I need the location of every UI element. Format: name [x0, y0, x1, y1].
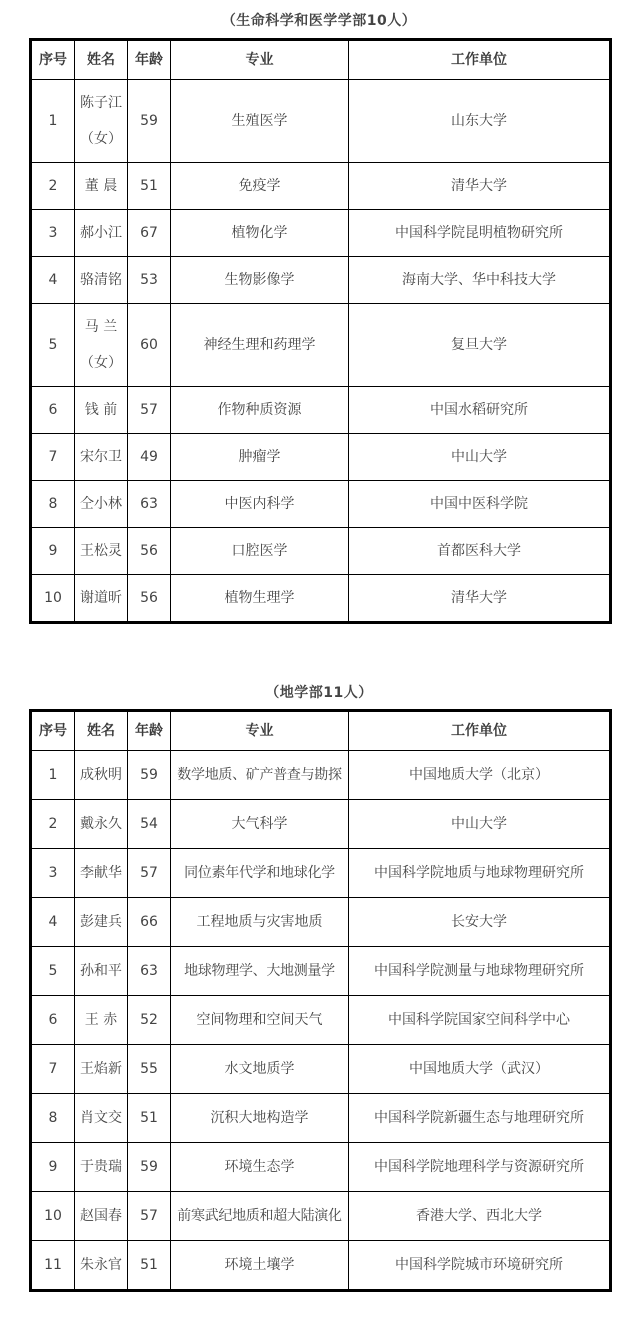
- section-title-life-sciences: （生命科学和医学学部10人）: [221, 13, 417, 29]
- cell-name: 宋尔卫: [75, 434, 128, 481]
- cell-age: 59: [128, 751, 171, 800]
- cell-name: 孙和平: [75, 947, 128, 996]
- cell-no: 8: [31, 481, 75, 528]
- cell-no: 9: [31, 528, 75, 575]
- table-header-row: [31, 711, 611, 751]
- cell-no: 8: [31, 1094, 75, 1143]
- cell-age: 60: [128, 304, 171, 387]
- cell-age: 54: [128, 800, 171, 849]
- table-row: [31, 800, 611, 849]
- cell-major: 环境土壤学: [171, 1241, 349, 1291]
- header-unit: 工作单位: [349, 711, 611, 751]
- cell-no: 5: [31, 947, 75, 996]
- cell-name: [75, 80, 128, 163]
- table-row: [31, 304, 611, 387]
- cell-unit: 中国科学院地质与地球物理研究所: [349, 849, 611, 898]
- table-row: [31, 1241, 611, 1291]
- cell-unit: 中国科学院新疆生态与地理研究所: [349, 1094, 611, 1143]
- cell-unit: 长安大学: [349, 898, 611, 947]
- cell-unit: 中国科学院国家空间科学中心: [349, 996, 611, 1045]
- table-row: [31, 1192, 611, 1241]
- cell-no: 11: [31, 1241, 75, 1291]
- table-row: [31, 257, 611, 304]
- cell-major: 地球物理学、大地测量学: [171, 947, 349, 996]
- header-no: 序号: [31, 711, 75, 751]
- cell-unit: 复旦大学: [349, 304, 611, 387]
- cell-no: 1: [31, 751, 75, 800]
- cell-name: 肖文交: [75, 1094, 128, 1143]
- cell-major: 植物化学: [171, 210, 349, 257]
- cell-unit: 香港大学、西北大学: [349, 1192, 611, 1241]
- table-row: [31, 751, 611, 800]
- name-text: 马 兰: [84, 319, 118, 335]
- cell-name: 王 赤: [75, 996, 128, 1045]
- cell-unit: 中国水稻研究所: [349, 387, 611, 434]
- cell-unit: 中山大学: [349, 434, 611, 481]
- cell-name: 赵国春: [75, 1192, 128, 1241]
- cell-age: 63: [128, 481, 171, 528]
- cell-no: 10: [31, 1192, 75, 1241]
- cell-major: 中医内科学: [171, 481, 349, 528]
- cell-name: 仝小林: [75, 481, 128, 528]
- cell-age: 56: [128, 575, 171, 623]
- life-sciences-table: [29, 38, 612, 624]
- cell-major: 生物影像学: [171, 257, 349, 304]
- cell-unit: 中山大学: [349, 800, 611, 849]
- cell-name: 于贵瑞: [75, 1143, 128, 1192]
- gender-note: （女）: [80, 131, 122, 147]
- cell-no: 2: [31, 163, 75, 210]
- cell-major: 作物种质资源: [171, 387, 349, 434]
- cell-unit: 清华大学: [349, 163, 611, 210]
- cell-name: 谢道昕: [75, 575, 128, 623]
- cell-name: 李献华: [75, 849, 128, 898]
- table-row: [31, 947, 611, 996]
- table-row: [31, 80, 611, 163]
- cell-major: 神经生理和药理学: [171, 304, 349, 387]
- cell-age: 52: [128, 996, 171, 1045]
- cell-age: 63: [128, 947, 171, 996]
- cell-major: 环境生态学: [171, 1143, 349, 1192]
- cell-name: 彭建兵: [75, 898, 128, 947]
- cell-unit: 中国中医科学院: [349, 481, 611, 528]
- cell-name: 郝小江: [75, 210, 128, 257]
- cell-major: 工程地质与灾害地质: [171, 898, 349, 947]
- cell-unit: 中国地质大学（武汉）: [349, 1045, 611, 1094]
- cell-name: 成秋明: [75, 751, 128, 800]
- cell-age: 49: [128, 434, 171, 481]
- cell-major: 水文地质学: [171, 1045, 349, 1094]
- cell-name: 朱永官: [75, 1241, 128, 1291]
- header-name: 姓名: [75, 40, 128, 80]
- cell-major: 同位素年代学和地球化学: [171, 849, 349, 898]
- cell-major: 口腔医学: [171, 528, 349, 575]
- cell-no: 3: [31, 849, 75, 898]
- cell-age: 57: [128, 849, 171, 898]
- cell-age: 51: [128, 163, 171, 210]
- cell-unit: 中国科学院地理科学与资源研究所: [349, 1143, 611, 1192]
- header-name: 姓名: [75, 711, 128, 751]
- header-major: 专业: [171, 711, 349, 751]
- table-row: [31, 898, 611, 947]
- cell-age: 57: [128, 1192, 171, 1241]
- cell-no: 2: [31, 800, 75, 849]
- cell-age: 59: [128, 1143, 171, 1192]
- cell-unit: 中国科学院城市环境研究所: [349, 1241, 611, 1291]
- name-text: 陈子江: [80, 95, 122, 111]
- section-title-earth-sciences: （地学部11人）: [265, 685, 373, 701]
- cell-name: 王松灵: [75, 528, 128, 575]
- cell-major: 空间物理和空间天气: [171, 996, 349, 1045]
- table-row: [31, 163, 611, 210]
- cell-name: 戴永久: [75, 800, 128, 849]
- cell-major: 沉积大地构造学: [171, 1094, 349, 1143]
- cell-age: 51: [128, 1094, 171, 1143]
- header-major: 专业: [171, 40, 349, 80]
- cell-major: 大气科学: [171, 800, 349, 849]
- cell-unit: 海南大学、华中科技大学: [349, 257, 611, 304]
- cell-no: 3: [31, 210, 75, 257]
- cell-name: 董 晨: [75, 163, 128, 210]
- cell-age: 53: [128, 257, 171, 304]
- cell-age: 56: [128, 528, 171, 575]
- table-row: [31, 528, 611, 575]
- table-header-row: [31, 40, 611, 80]
- cell-no: 5: [31, 304, 75, 387]
- cell-major: 数学地质、矿产普查与勘探: [171, 751, 349, 800]
- gender-note: （女）: [80, 355, 122, 371]
- cell-unit: 首都医科大学: [349, 528, 611, 575]
- cell-no: 6: [31, 387, 75, 434]
- cell-no: 6: [31, 996, 75, 1045]
- cell-age: 57: [128, 387, 171, 434]
- cell-name: [75, 304, 128, 387]
- cell-age: 59: [128, 80, 171, 163]
- table-row: [31, 210, 611, 257]
- table-row: [31, 849, 611, 898]
- table-row: [31, 434, 611, 481]
- cell-no: 1: [31, 80, 75, 163]
- cell-unit: 山东大学: [349, 80, 611, 163]
- cell-name: 骆清铭: [75, 257, 128, 304]
- cell-major: 前寒武纪地质和超大陆演化: [171, 1192, 349, 1241]
- cell-major: 生殖医学: [171, 80, 349, 163]
- cell-age: 55: [128, 1045, 171, 1094]
- cell-no: 4: [31, 257, 75, 304]
- table-row: [31, 481, 611, 528]
- cell-no: 7: [31, 1045, 75, 1094]
- cell-name: 钱 前: [75, 387, 128, 434]
- table-row: [31, 1143, 611, 1192]
- cell-age: 67: [128, 210, 171, 257]
- earth-sciences-table: [29, 709, 612, 1292]
- header-no: 序号: [31, 40, 75, 80]
- cell-major: 植物生理学: [171, 575, 349, 623]
- cell-no: 9: [31, 1143, 75, 1192]
- cell-unit: 中国地质大学（北京）: [349, 751, 611, 800]
- header-age: 年龄: [128, 711, 171, 751]
- cell-unit: 中国科学院测量与地球物理研究所: [349, 947, 611, 996]
- table-row: [31, 387, 611, 434]
- header-age: 年龄: [128, 40, 171, 80]
- cell-major: 免疫学: [171, 163, 349, 210]
- table-row: [31, 1045, 611, 1094]
- cell-unit: 中国科学院昆明植物研究所: [349, 210, 611, 257]
- table-row: [31, 1094, 611, 1143]
- cell-major: 肿瘤学: [171, 434, 349, 481]
- table-row: [31, 996, 611, 1045]
- cell-age: 66: [128, 898, 171, 947]
- cell-unit: 清华大学: [349, 575, 611, 623]
- cell-name: 王焰新: [75, 1045, 128, 1094]
- cell-age: 51: [128, 1241, 171, 1291]
- cell-no: 10: [31, 575, 75, 623]
- cell-no: 4: [31, 898, 75, 947]
- cell-no: 7: [31, 434, 75, 481]
- header-unit: 工作单位: [349, 40, 611, 80]
- table-row: [31, 575, 611, 623]
